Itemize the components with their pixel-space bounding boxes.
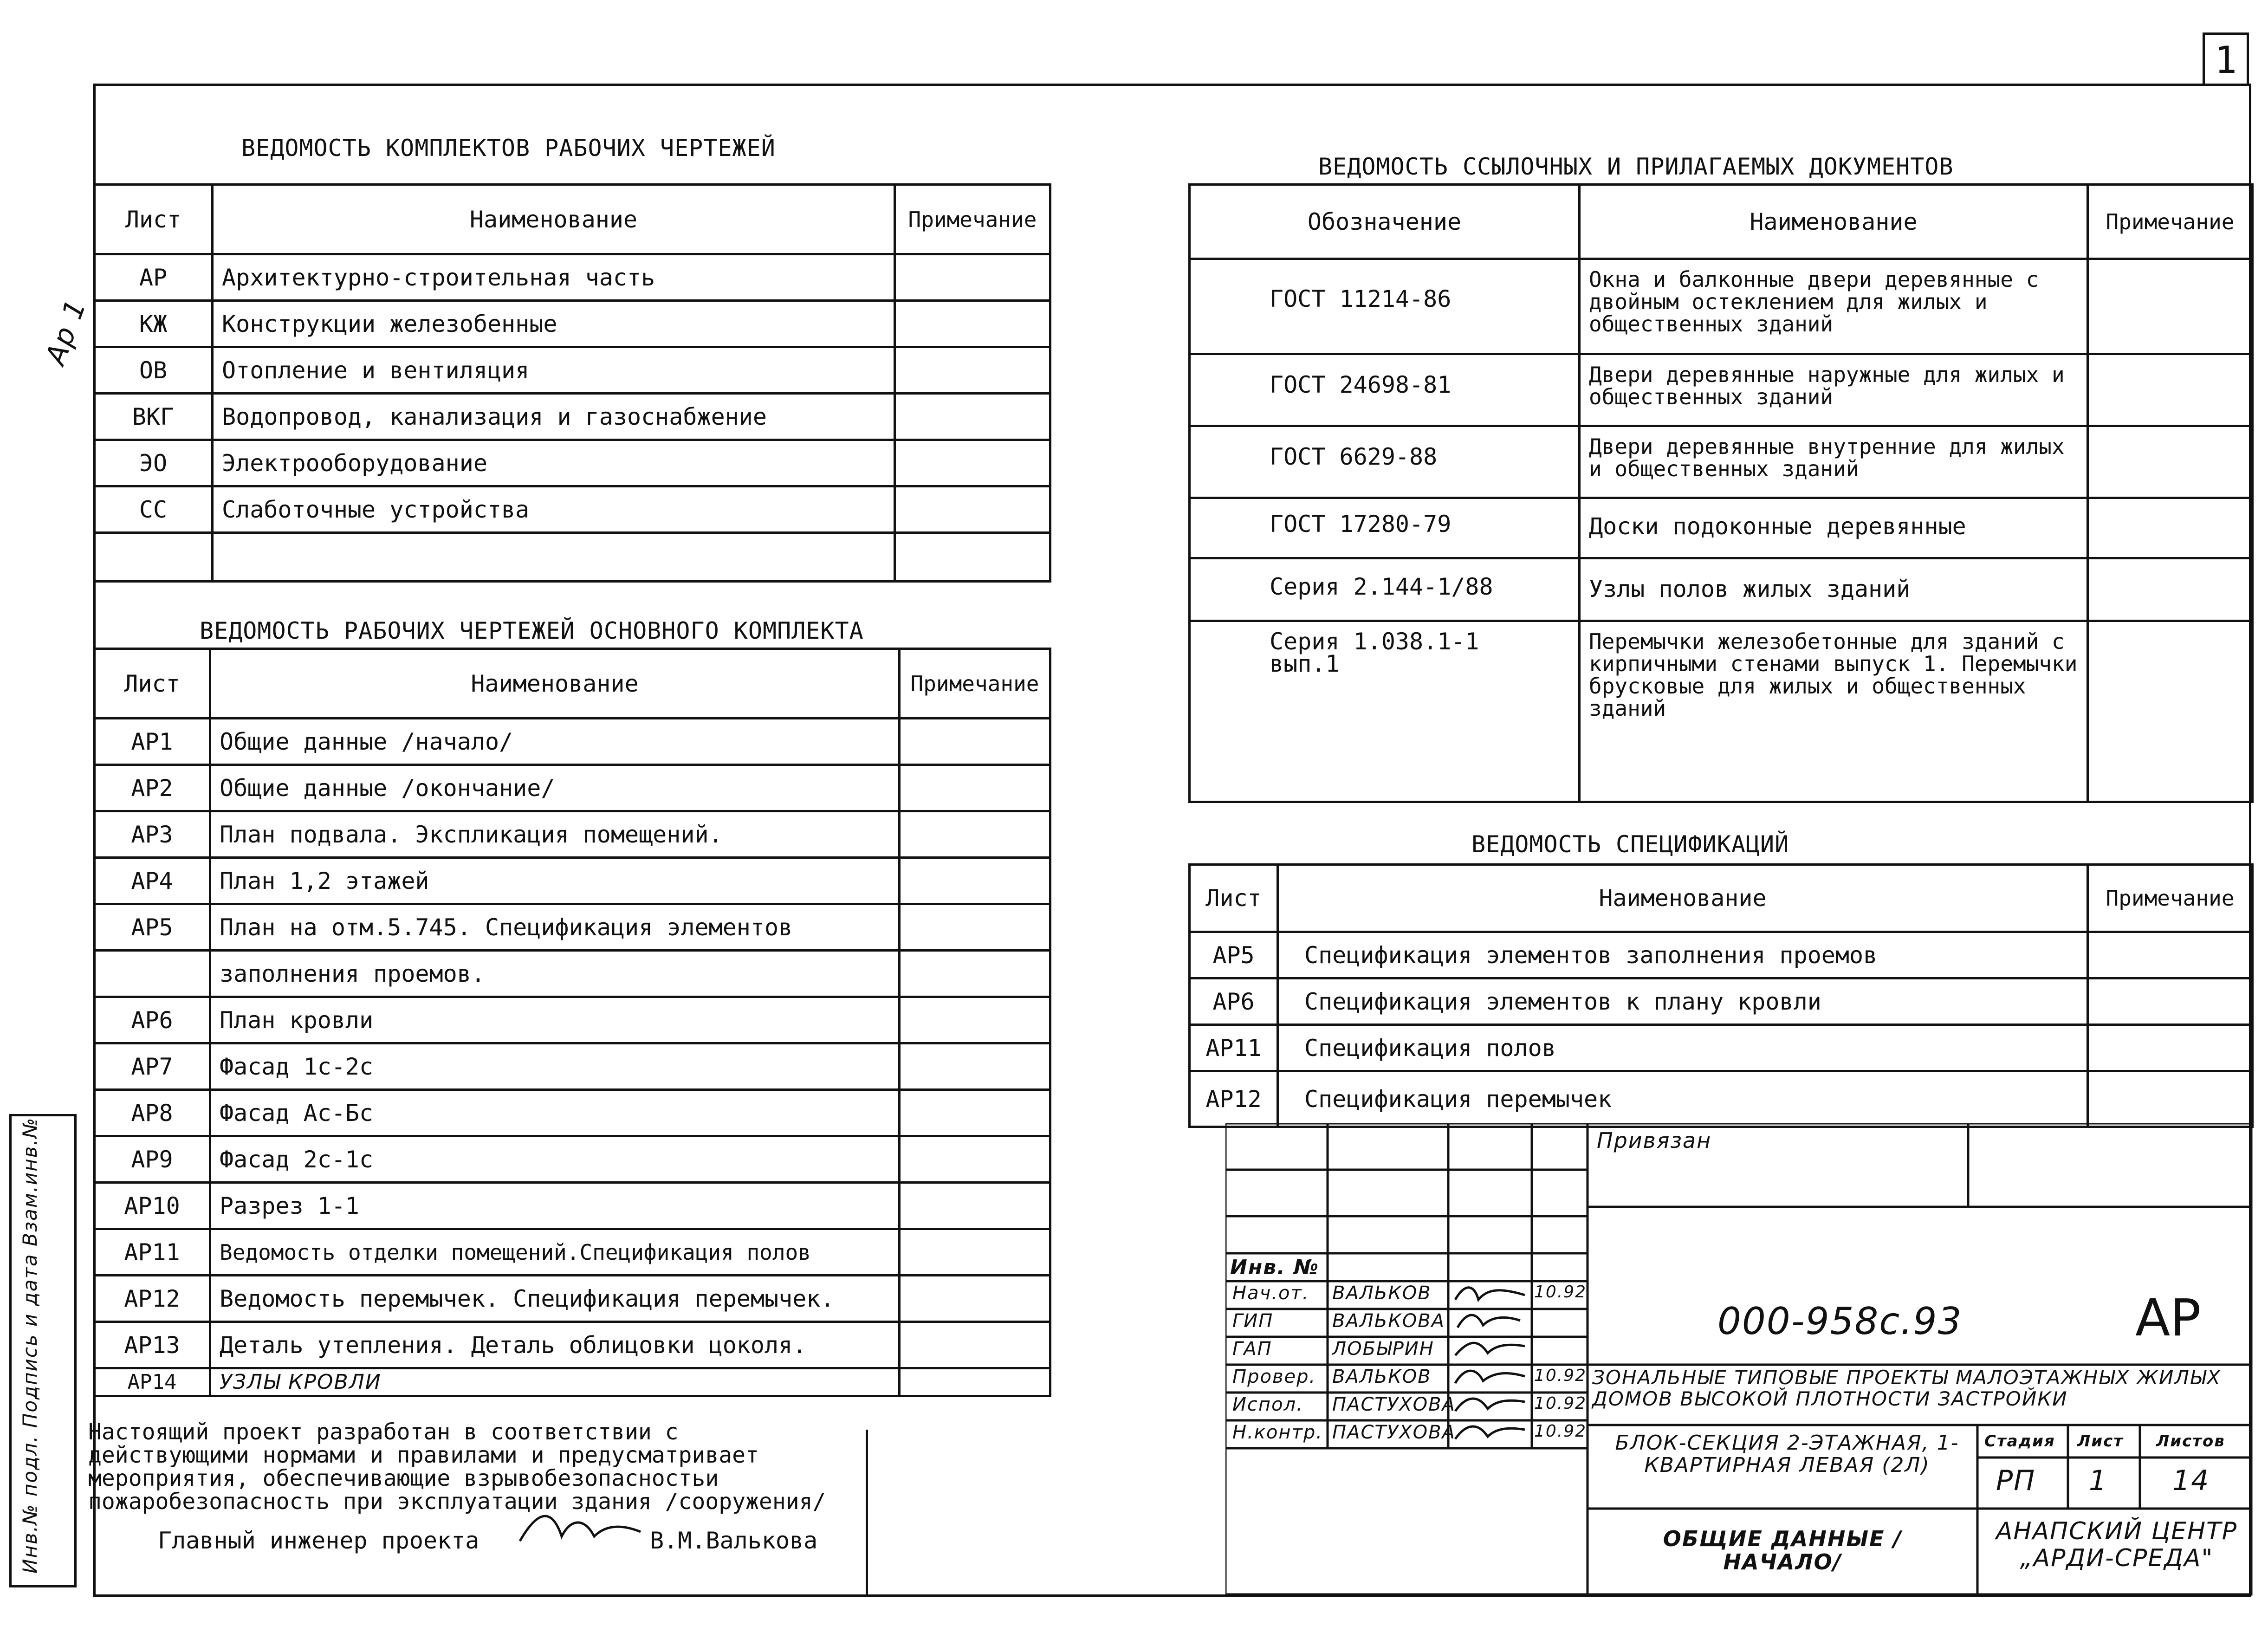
sheet-value: 1 (2089, 1464, 2108, 1497)
table-row (1190, 558, 2253, 621)
sheet-label: Лист (2077, 1432, 2124, 1451)
sheet-cell: АР9 (94, 1136, 210, 1183)
note-cell (900, 719, 1050, 765)
signer-name: ЛОБЫРИН (1332, 1338, 1434, 1360)
table-row (1190, 426, 2253, 498)
sheet-cell: АР4 (94, 858, 210, 904)
name-cell: План подвала. Экспликация помещений. (210, 811, 900, 858)
note-cell (895, 486, 1050, 533)
name-cell: Перемычки железобетонные для зданий с кирпичными стенами выпуск 1. Перемычки брусковые для жилых и общественных зданий (1580, 621, 2088, 802)
table-row (1190, 1071, 2253, 1127)
sheet-cell: АР (94, 254, 213, 301)
note-header: Примечание (900, 649, 1050, 719)
refs-table (1188, 183, 2254, 803)
object-name: БЛОК-СЕКЦИЯ 2-ЭТАЖНАЯ, 1-КВАРТИРНАЯ ЛЕВАЯ (2Л) (1615, 1431, 1959, 1477)
code-cell: ГОСТ 17280-79 (1190, 498, 1580, 558)
signer-role: Провер. (1232, 1366, 1316, 1387)
note-header: Примечание (895, 185, 1050, 254)
note-cell (2088, 932, 2253, 978)
note-header: Примечание (2088, 185, 2253, 259)
note-cell (2088, 621, 2253, 802)
binding-label: Привязан (1597, 1128, 1712, 1153)
signer-name: ПАСТУХОВА (1332, 1422, 1456, 1443)
name-cell: План кровли (210, 997, 900, 1043)
name-cell: Общие данные /начало/ (210, 719, 900, 765)
chief-engineer-name: В.М.Валькова (650, 1527, 818, 1554)
sheet-cell: ОВ (94, 347, 213, 394)
table-row (94, 1090, 1050, 1136)
note-cell (900, 1229, 1050, 1276)
sheets-set-table (93, 183, 1051, 583)
signer-date: 10.92 (1534, 1394, 1587, 1413)
sheet-cell: КЖ (94, 301, 213, 347)
name-cell: Общие данные /окончание/ (210, 765, 900, 811)
main-set-title: ВЕДОМОСТЬ РАБОЧИХ ЧЕРТЕЖЕЙ ОСНОВНОГО КОМПЛЕКТА (200, 617, 864, 644)
note-cell (900, 1276, 1050, 1322)
sheet-cell: АР10 (94, 1183, 210, 1229)
code-header: Обозначение (1190, 185, 1580, 259)
note-cell (895, 347, 1050, 394)
name-header: Наименование (1278, 865, 2088, 932)
name-cell: Конструкции железобенные (213, 301, 895, 347)
signer-date: 10.92 (1534, 1283, 1587, 1302)
table-row (94, 301, 1050, 347)
name-cell: Спецификация элементов заполнения проемов (1278, 932, 2088, 978)
table-row (1190, 498, 2253, 558)
signatures (1451, 1281, 1529, 1448)
table-row (94, 719, 1050, 765)
signer-date: 10.92 (1534, 1366, 1587, 1385)
sheet-cell: АР12 (94, 1276, 210, 1322)
corner-note: Ар 1 (39, 295, 93, 369)
sheet-header: Лист (1190, 865, 1278, 932)
name-cell: Спецификация перемычек (1278, 1071, 2088, 1127)
stage-label: Стадия (1984, 1432, 2055, 1451)
code-cell: ГОСТ 24698-81 (1190, 354, 1580, 426)
sheet-cell: АР13 (94, 1322, 210, 1368)
name-header: Наименование (213, 185, 895, 254)
table-row (94, 1043, 1050, 1090)
signature-chief (511, 1504, 650, 1560)
table-row (94, 1136, 1050, 1183)
chief-engineer-label: Главный инженер проекта (158, 1527, 480, 1554)
page-number: 1 (2214, 39, 2237, 82)
inv-label: Инв. № (1230, 1256, 1320, 1279)
note-cell (2088, 354, 2253, 426)
sheets-set-title: ВЕДОМОСТЬ КОМПЛЕКТОВ РАБОЧИХ ЧЕРТЕЖЕЙ (241, 135, 776, 162)
table-row (1190, 354, 2253, 426)
table-row (1190, 978, 2253, 1025)
code-cell: ГОСТ 6629-88 (1190, 426, 1580, 498)
note-cell (2088, 1071, 2253, 1127)
note-cell (900, 997, 1050, 1043)
note-cell (900, 904, 1050, 951)
drawing-mark: АР (2135, 1288, 2201, 1347)
name-cell: Спецификация полов (1278, 1025, 2088, 1071)
signer-name: ВАЛЬКОВА (1332, 1310, 1445, 1332)
sheet-cell: АР6 (1190, 978, 1278, 1025)
name-cell (213, 533, 895, 582)
stage-value: РП (1996, 1464, 2036, 1497)
name-cell: Деталь утепления. Деталь облицовки цоколя. (210, 1322, 900, 1368)
name-header: Наименование (210, 649, 900, 719)
table-row (1190, 621, 2253, 802)
sheet-cell: АР3 (94, 811, 210, 858)
table-row (94, 997, 1050, 1043)
sheet-cell: АР5 (1190, 932, 1278, 978)
table-row (94, 533, 1050, 582)
name-cell: Фасад Ас-Бс (210, 1090, 900, 1136)
sheet-cell: АР7 (94, 1043, 210, 1090)
sheet-cell: АР8 (94, 1090, 210, 1136)
name-cell: Ведомость отделки помещений.Спецификация полов (210, 1229, 900, 1276)
sheet-cell: АР12 (1190, 1071, 1278, 1127)
note-cell (900, 1322, 1050, 1368)
table-row (94, 951, 1050, 997)
table-row (94, 1183, 1050, 1229)
sheet-cell: АР2 (94, 765, 210, 811)
specs-title: ВЕДОМОСТЬ СПЕЦИФИКАЦИЙ (1471, 831, 1789, 858)
note-cell (895, 533, 1050, 582)
name-cell: Электрооборудование (213, 440, 895, 486)
sheets-label: Листов (2156, 1432, 2225, 1451)
name-cell: Отопление и вентиляция (213, 347, 895, 394)
note-cell (895, 301, 1050, 347)
signer-name: ПАСТУХОВА (1332, 1394, 1456, 1415)
sheet-cell: АР11 (94, 1229, 210, 1276)
refs-title: ВЕДОМОСТЬ ССЫЛОЧНЫХ И ПРИЛАГАЕМЫХ ДОКУМЕНТОВ (1318, 153, 1954, 180)
note-cell (900, 765, 1050, 811)
note-cell (895, 394, 1050, 440)
sheet-cell: СС (94, 486, 213, 533)
note-cell (900, 1090, 1050, 1136)
sheet-cell: АР5 (94, 904, 210, 951)
name-cell: Двери деревянные внутренние для жилых и общественных зданий (1580, 426, 2088, 498)
table-row (1190, 1025, 2253, 1071)
drawing-title: ОБЩИЕ ДАННЫЕ /НАЧАЛО/ (1663, 1526, 1902, 1574)
sheet-header: Лист (94, 649, 210, 719)
note-cell (900, 1043, 1050, 1090)
name-cell: План 1,2 этажей (210, 858, 900, 904)
note-cell (2088, 558, 2253, 621)
signer-role: ГИП (1232, 1310, 1274, 1332)
name-header: Наименование (1580, 185, 2088, 259)
signer-role: Нач.от. (1232, 1283, 1309, 1304)
sheet-cell: АР6 (94, 997, 210, 1043)
note-cell (895, 440, 1050, 486)
sheet-cell: ЭО (94, 440, 213, 486)
note-cell (2088, 498, 2253, 558)
note-cell (900, 1368, 1050, 1396)
name-cell: Слаботочные устройства (213, 486, 895, 533)
document-code: 000-958с.93 (1717, 1300, 1963, 1343)
signer-role: ГАП (1232, 1338, 1272, 1360)
note-header: Примечание (2088, 865, 2253, 932)
sheet-cell: АР14 (94, 1368, 210, 1396)
code-cell: ГОСТ 11214-86 (1190, 259, 1580, 354)
table-row (94, 904, 1050, 951)
name-cell: План на отм.5.745. Спецификация элементов (210, 904, 900, 951)
table-row (94, 1368, 1050, 1396)
code-cell: Серия 2.144-1/88 (1190, 558, 1580, 621)
table-row (1190, 932, 2253, 978)
sheet-cell (94, 951, 210, 997)
name-cell: Архитектурно-строительная часть (213, 254, 895, 301)
name-cell: заполнения проемов. (210, 951, 900, 997)
table-row (94, 254, 1050, 301)
table-row (94, 811, 1050, 858)
name-cell: Спецификация элементов к плану кровли (1278, 978, 2088, 1025)
sheet-cell: АР1 (94, 719, 210, 765)
signer-name: ВАЛЬКОВ (1332, 1283, 1432, 1304)
code-cell: Серия 1.038.1-1 вып.1 (1190, 621, 1580, 802)
note-cell (895, 254, 1050, 301)
sheet-cell (94, 533, 213, 582)
note-cell (2088, 1025, 2253, 1071)
note-cell (2088, 426, 2253, 498)
name-cell: Разрез 1-1 (210, 1183, 900, 1229)
table-row (94, 394, 1050, 440)
main-set-table (93, 648, 1051, 1397)
name-cell: Окна и балконные двери деревянные с двойным остеклением для жилых и общественных зданий (1580, 259, 2088, 354)
project-name: ЗОНАЛЬНЫЕ ТИПОВЫЕ ПРОЕКТЫ МАЛОЭТАЖНЫХ ЖИЛЫХ ДОМОВ ВЫСОКОЙ ПЛОТНОСТИ ЗАСТРОЙКИ (1592, 1366, 2222, 1410)
statement-text: Настоящий проект разработан в соответствии с действующими нормами и правилами и предусматривает мероприятия, обеспечивающие взрывобезопасностьи пожаробезопасность при эксплуатации здания /сооружения/ (88, 1419, 826, 1515)
name-cell: Доски подоконные деревянные (1580, 498, 2088, 558)
table-row (94, 1322, 1050, 1368)
name-cell: Фасад 2с-1с (210, 1136, 900, 1183)
signer-role: Испол. (1232, 1394, 1303, 1415)
sheets-value: 14 (2172, 1464, 2210, 1497)
table-row (94, 1276, 1050, 1322)
note-cell (900, 1183, 1050, 1229)
note-cell (900, 1136, 1050, 1183)
name-cell: Двери деревянные наружные для жилых и общественных зданий (1580, 354, 2088, 426)
page-number-box (2203, 32, 2249, 86)
table-row (94, 440, 1050, 486)
name-cell: Узлы полов жилых зданий (1580, 558, 2088, 621)
organization: АНАПСКИЙ ЦЕНТР „АРДИ-СРЕДА" (1996, 1517, 2238, 1572)
name-cell: Водопровод, канализация и газоснабжение (213, 394, 895, 440)
table-row (94, 1229, 1050, 1276)
note-cell (900, 951, 1050, 997)
signer-date: 10.92 (1534, 1422, 1587, 1441)
specs-table (1188, 863, 2254, 1128)
note-cell (2088, 259, 2253, 354)
table-row (94, 765, 1050, 811)
sheet-cell: АР11 (1190, 1025, 1278, 1071)
signer-role: Н.контр. (1232, 1422, 1323, 1443)
note-cell (900, 811, 1050, 858)
name-cell: Ведомость перемычек. Спецификация перемычек. (210, 1276, 900, 1322)
margin-label: Инв.№ подл. Подпись и дата Взам.инв.№ (19, 1117, 41, 1574)
signer-name: ВАЛЬКОВ (1332, 1366, 1432, 1387)
note-cell (900, 858, 1050, 904)
sheet-cell: ВКГ (94, 394, 213, 440)
table-row (1190, 259, 2253, 354)
statement-divider (866, 1430, 868, 1597)
table-row (94, 486, 1050, 533)
name-cell: Фасад 1с-2с (210, 1043, 900, 1090)
name-cell: УЗЛЫ КРОВЛИ (210, 1368, 900, 1396)
table-row (94, 347, 1050, 394)
sheet-header: Лист (94, 185, 213, 254)
note-cell (2088, 978, 2253, 1025)
table-row (94, 858, 1050, 904)
